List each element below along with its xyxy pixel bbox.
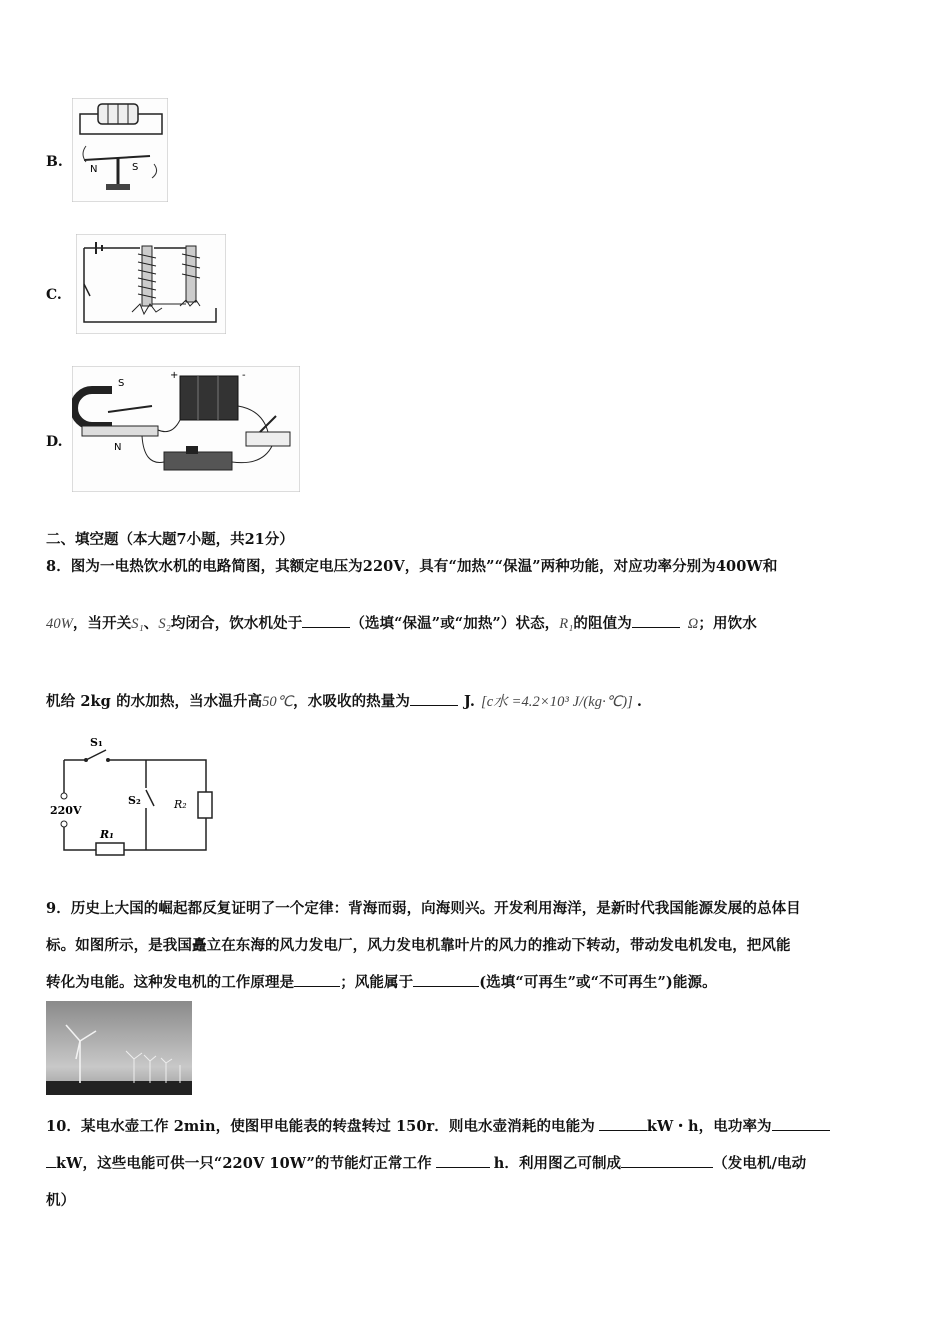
b-north-label: N — [90, 164, 98, 175]
q8-circuit-s2-label: S₂ — [128, 794, 141, 807]
q9-line2: 标。如图所示，是我国矗立在东海的风力发电厂，风力发电机靠叶片的风力的推动下转动，带动发电机发电，把风能 — [46, 937, 791, 954]
d-north-label: N — [114, 442, 122, 453]
q8-math-temp: 50℃ — [262, 694, 294, 710]
q9-line3 — [46, 971, 717, 992]
q10-blank-power-cont[interactable] — [46, 1167, 56, 1168]
q8-text-heat-absorbed: ，水吸收的热量为 — [293, 693, 410, 710]
q9-text-principle: 转化为电能。这种发电机的工作原理是 — [46, 974, 295, 991]
q10-text-power: kW・h，电功率为 — [646, 1118, 772, 1135]
q8-circuit-r2-label: R₂ — [174, 798, 187, 811]
q10-text-lamp: kW，这些电能可供一只“220V 10W”的节能灯正常工作 — [56, 1155, 432, 1172]
q10-blank-hours[interactable] — [436, 1167, 490, 1168]
q10-blank-device[interactable] — [621, 1167, 713, 1168]
d-plus-label: + — [170, 370, 179, 381]
q8-end: . — [636, 693, 643, 710]
q8-math-40w: 40W — [46, 616, 73, 632]
q8-line1: 8．图为一电热饮水机的电路简图，其额定电压为220V，具有“加热”“保温”两种功能，对应功率分别为400W和 — [46, 558, 778, 575]
figure-d-motor-apparatus — [72, 366, 300, 492]
option-d-label: D. — [46, 434, 63, 450]
q8-blank-heat[interactable] — [410, 705, 458, 706]
q8-math-formula: [c水 =4.2×10³ J/(kg·℃)] — [480, 694, 633, 710]
q8-text-choice: （选填“保温”或“加热”）状态， — [350, 615, 560, 632]
q9-blank-renewable[interactable] — [413, 986, 479, 987]
d-minus-label: - — [242, 370, 246, 381]
q10-blank-energy[interactable] — [599, 1130, 647, 1131]
q8-line3 — [46, 690, 642, 711]
q9-blank-principle[interactable] — [294, 986, 340, 987]
option-b-label: B. — [46, 154, 63, 170]
q8-blank-resistance[interactable] — [632, 627, 680, 628]
q8-circuit-voltage-label: 220V — [50, 804, 82, 817]
q8-math-s2: S₂ — [158, 616, 171, 632]
q8-math-omega: Ω — [687, 616, 699, 632]
q8-circuit-diagram — [46, 734, 214, 860]
q10-line2 — [46, 1152, 806, 1173]
section-heading: 二、填空题（本大题7小题，共21分） — [46, 531, 294, 548]
q8-sep: 、 — [143, 615, 159, 632]
q9-text-wind: ；风能属于 — [340, 974, 414, 991]
q8-text-switch: ，当开关 — [72, 615, 132, 632]
d-south-label: S — [118, 378, 125, 389]
q8-text-usage: ；用饮水 — [698, 615, 757, 632]
q10-text-device: h．利用图乙可制成 — [493, 1155, 622, 1172]
q9-text-choice: (选填“可再生”或“不可再生”)能源。 — [479, 974, 717, 991]
q8-math-r1: R₁ — [559, 616, 574, 632]
q8-math-s1: S₁ — [131, 616, 144, 632]
q8-circuit-s1-label: S₁ — [90, 736, 103, 749]
figure-b-magnet-coil — [72, 98, 168, 202]
q9-line1: 9．历史上大国的崛起都反复证明了一个定律：背海而弱，向海则兴。开发利用海洋，是新时代我国能源发展的总体目 — [46, 900, 801, 917]
q10-blank-power[interactable] — [772, 1130, 830, 1131]
q8-text-closed: 均闭合，饮水机处于 — [170, 615, 303, 632]
q9-wind-farm-photo — [46, 1001, 192, 1095]
figure-c-electromagnets — [76, 234, 226, 334]
q8-text-joule: J. — [463, 693, 475, 710]
option-c-label: C. — [46, 287, 62, 303]
b-south-label: S — [132, 162, 139, 173]
q8-text-resistance: 的阻值为 — [573, 615, 632, 632]
q10-line3: 机） — [46, 1192, 76, 1209]
q8-blank-state[interactable] — [302, 627, 350, 628]
q10-line1 — [46, 1115, 830, 1136]
q8-line2 — [46, 612, 757, 633]
q8-text-heat: 机给 2kg 的水加热，当水温升高 — [46, 693, 263, 710]
q8-circuit-r1-label: R₁ — [100, 828, 114, 841]
q10-text-choice: （发电机/电动 — [713, 1155, 807, 1172]
q10-text-energy: 10．某电水壶工作 2min，使图甲电能表的转盘转过 150r．则电水壶消耗的电能为 — [46, 1118, 595, 1135]
